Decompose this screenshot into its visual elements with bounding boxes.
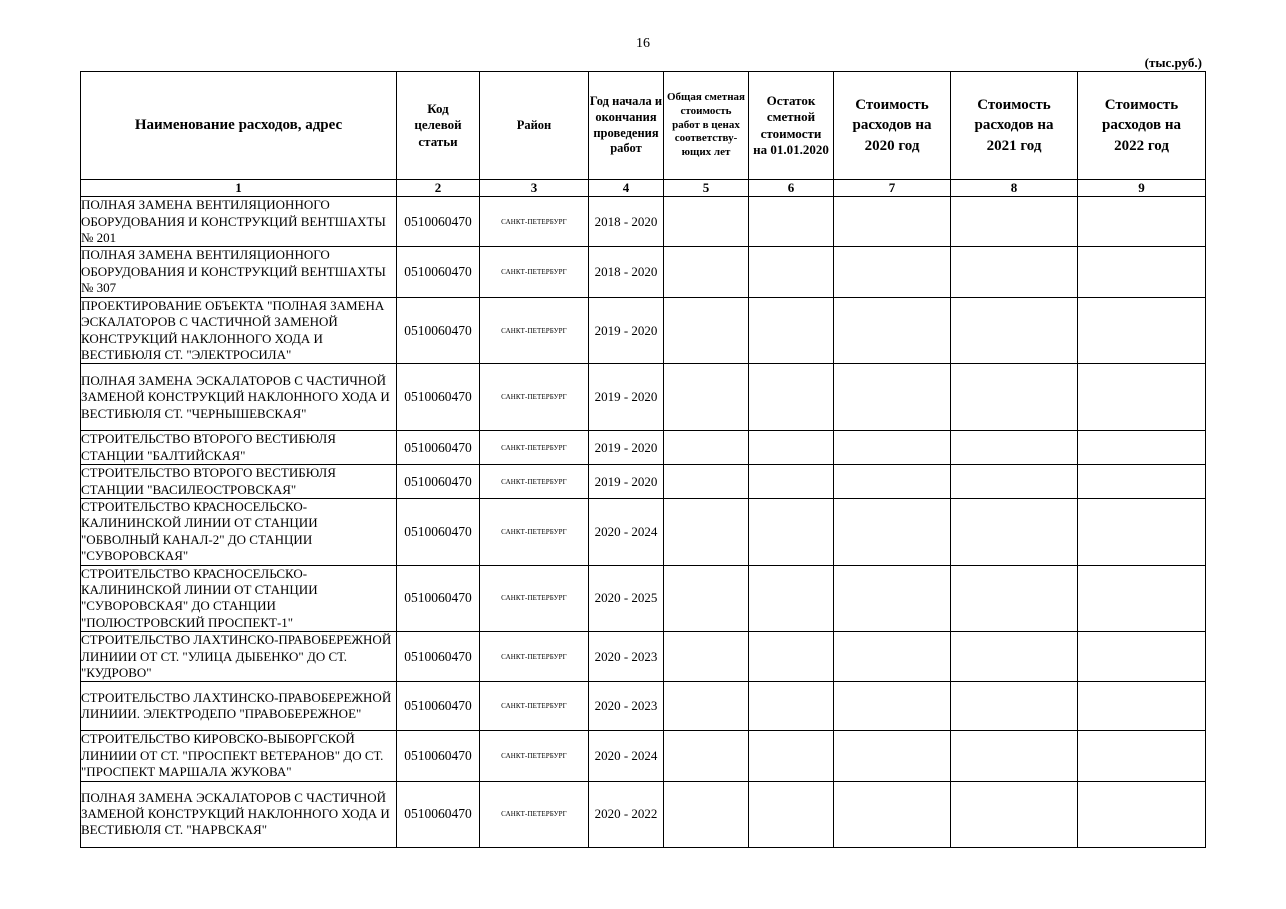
page-number: 16 <box>636 36 650 51</box>
row-cost-2021 <box>951 632 1078 682</box>
row-cost-2022 <box>1078 431 1206 465</box>
row-remaining-cost <box>749 731 834 781</box>
row-remaining-cost <box>749 465 834 499</box>
table-row <box>81 465 1206 499</box>
row-cost-2022 <box>1078 498 1206 565</box>
row-code: 0510060470 <box>397 297 480 364</box>
table-row <box>81 364 1206 431</box>
column-number: 4 <box>589 180 664 197</box>
row-years: 2020 - 2024 <box>589 731 664 781</box>
row-cost-2020 <box>834 197 951 247</box>
header-cost-2021: Стоимость расходов на 2021 год <box>951 72 1078 180</box>
row-cost-2020 <box>834 781 951 847</box>
row-remaining-cost <box>749 682 834 731</box>
row-district: САНКТ-ПЕТЕРБУРГ <box>480 682 589 731</box>
row-code: 0510060470 <box>397 632 480 682</box>
row-years: 2019 - 2020 <box>589 465 664 499</box>
row-name: СТРОИТЕЛЬСТВО КИРОВСКО-ВЫБОРГСКОЙ ЛИНИИИ ОТ СТ. "ПРОСПЕКТ ВЕТЕРАНОВ" ДО СТ. "ПРОСПЕКТ МАРШАЛА ЖУКОВА" <box>81 731 397 781</box>
row-remaining-cost <box>749 565 834 632</box>
row-name: СТРОИТЕЛЬСТВО ЛАХТИНСКО-ПРАВОБЕРЕЖНОЙ ЛИНИИИ ОТ СТ. "УЛИЦА ДЫБЕНКО" ДО СТ. "КУДРОВО" <box>81 632 397 682</box>
column-number: 8 <box>951 180 1078 197</box>
row-remaining-cost <box>749 781 834 847</box>
row-name: ПОЛНАЯ ЗАМЕНА ЭСКАЛАТОРОВ С ЧАСТИЧНОЙ ЗАМЕНОЙ КОНСТРУКЦИЙ НАКЛОННОГО ХОДА И ВЕСТИБЮЛЯ СТ. "ЧЕРНЫШЕВСКАЯ" <box>81 364 397 431</box>
header-cost-2020: Стоимость расходов на 2020 год <box>834 72 951 180</box>
row-years: 2018 - 2020 <box>589 247 664 297</box>
row-cost-2022 <box>1078 465 1206 499</box>
row-total-cost <box>664 781 749 847</box>
row-remaining-cost <box>749 431 834 465</box>
row-name: ПРОЕКТИРОВАНИЕ ОБЪЕКТА "ПОЛНАЯ ЗАМЕНА ЭСКАЛАТОРОВ С ЧАСТИЧНОЙ ЗАМЕНОЙ КОНСТРУКЦИЙ НАКЛОННОГО ХОДА И ВЕСТИБЮЛЯ СТ. "ЭЛЕКТРОСИЛА" <box>81 297 397 364</box>
row-cost-2021 <box>951 431 1078 465</box>
row-district: САНКТ-ПЕТЕРБУРГ <box>480 247 589 297</box>
row-cost-2021 <box>951 364 1078 431</box>
column-number: 5 <box>664 180 749 197</box>
row-code: 0510060470 <box>397 565 480 632</box>
column-numbers-row <box>81 180 1206 197</box>
row-district: САНКТ-ПЕТЕРБУРГ <box>480 498 589 565</box>
row-cost-2020 <box>834 565 951 632</box>
row-remaining-cost <box>749 632 834 682</box>
column-number: 7 <box>834 180 951 197</box>
row-years: 2019 - 2020 <box>589 297 664 364</box>
row-remaining-cost <box>749 364 834 431</box>
row-code: 0510060470 <box>397 498 480 565</box>
row-code: 0510060470 <box>397 431 480 465</box>
column-number: 9 <box>1078 180 1206 197</box>
table-body <box>81 197 1206 847</box>
column-number: 1 <box>81 180 397 197</box>
row-cost-2021 <box>951 498 1078 565</box>
row-cost-2020 <box>834 247 951 297</box>
header-row <box>81 72 1206 180</box>
row-cost-2022 <box>1078 297 1206 364</box>
row-years: 2020 - 2022 <box>589 781 664 847</box>
row-district: САНКТ-ПЕТЕРБУРГ <box>480 431 589 465</box>
row-district: САНКТ-ПЕТЕРБУРГ <box>480 781 589 847</box>
row-remaining-cost <box>749 498 834 565</box>
row-cost-2022 <box>1078 247 1206 297</box>
table-row <box>81 731 1206 781</box>
header-cost-2022: Стоимость расходов на 2022 год <box>1078 72 1206 180</box>
row-total-cost <box>664 682 749 731</box>
row-district: САНКТ-ПЕТЕРБУРГ <box>480 632 589 682</box>
row-cost-2020 <box>834 731 951 781</box>
row-name: СТРОИТЕЛЬСТВО КРАСНОСЕЛЬСКО-КАЛИНИНСКОЙ ЛИНИИ ОТ СТАНЦИИ "СУВОРОВСКАЯ" ДО СТАНЦИИ "ПОЛЮСТРОВСКИЙ ПРОСПЕКТ-1" <box>81 565 397 632</box>
units-label: (тыс.руб.) <box>1144 55 1202 70</box>
row-cost-2021 <box>951 247 1078 297</box>
row-total-cost <box>664 197 749 247</box>
row-name: СТРОИТЕЛЬСТВО ВТОРОГО ВЕСТИБЮЛЯ СТАНЦИИ "ВАСИЛЕОСТРОВСКАЯ" <box>81 465 397 499</box>
row-cost-2022 <box>1078 731 1206 781</box>
row-name: ПОЛНАЯ ЗАМЕНА ВЕНТИЛЯЦИОННОГО ОБОРУДОВАНИЯ И КОНСТРУКЦИЙ ВЕНТШАХТЫ № 201 <box>81 197 397 247</box>
column-number: 6 <box>749 180 834 197</box>
row-cost-2022 <box>1078 364 1206 431</box>
row-total-cost <box>664 247 749 297</box>
row-cost-2022 <box>1078 781 1206 847</box>
row-cost-2022 <box>1078 565 1206 632</box>
row-code: 0510060470 <box>397 781 480 847</box>
row-remaining-cost <box>749 197 834 247</box>
row-years: 2019 - 2020 <box>589 431 664 465</box>
row-cost-2020 <box>834 632 951 682</box>
row-district: САНКТ-ПЕТЕРБУРГ <box>480 565 589 632</box>
table-row <box>81 632 1206 682</box>
row-cost-2021 <box>951 682 1078 731</box>
row-code: 0510060470 <box>397 682 480 731</box>
table-row <box>81 197 1206 247</box>
row-name: ПОЛНАЯ ЗАМЕНА ВЕНТИЛЯЦИОННОГО ОБОРУДОВАНИЯ И КОНСТРУКЦИЙ ВЕНТШАХТЫ № 307 <box>81 247 397 297</box>
column-number: 3 <box>480 180 589 197</box>
row-total-cost <box>664 297 749 364</box>
row-years: 2018 - 2020 <box>589 197 664 247</box>
row-total-cost <box>664 364 749 431</box>
row-remaining-cost <box>749 297 834 364</box>
table-row <box>81 565 1206 632</box>
row-years: 2020 - 2023 <box>589 632 664 682</box>
row-cost-2022 <box>1078 682 1206 731</box>
row-total-cost <box>664 632 749 682</box>
header-total-cost: Общая сметная стоимость работ в ценах соответству-ющих лет <box>664 72 749 180</box>
row-cost-2022 <box>1078 632 1206 682</box>
row-district: САНКТ-ПЕТЕРБУРГ <box>480 197 589 247</box>
row-code: 0510060470 <box>397 465 480 499</box>
row-cost-2021 <box>951 565 1078 632</box>
table-row <box>81 781 1206 847</box>
row-code: 0510060470 <box>397 731 480 781</box>
header-code: Код целевой статьи <box>397 72 480 180</box>
row-years: 2020 - 2024 <box>589 498 664 565</box>
table-row <box>81 682 1206 731</box>
row-code: 0510060470 <box>397 247 480 297</box>
row-cost-2022 <box>1078 197 1206 247</box>
expenses-table <box>80 71 1206 848</box>
row-name: ПОЛНАЯ ЗАМЕНА ЭСКАЛАТОРОВ С ЧАСТИЧНОЙ ЗАМЕНОЙ КОНСТРУКЦИЙ НАКЛОННОГО ХОДА И ВЕСТИБЮЛЯ СТ. "НАРВСКАЯ" <box>81 781 397 847</box>
row-cost-2020 <box>834 682 951 731</box>
table-row <box>81 498 1206 565</box>
row-code: 0510060470 <box>397 364 480 431</box>
row-name: СТРОИТЕЛЬСТВО КРАСНОСЕЛЬСКО-КАЛИНИНСКОЙ ЛИНИИ ОТ СТАНЦИИ "ОБВОЛНЫЙ КАНАЛ-2" ДО СТАНЦИИ "СУВОРОВСКАЯ" <box>81 498 397 565</box>
row-name: СТРОИТЕЛЬСТВО ЛАХТИНСКО-ПРАВОБЕРЕЖНОЙ ЛИНИИИ. ЭЛЕКТРОДЕПО "ПРАВОБЕРЕЖНОЕ" <box>81 682 397 731</box>
row-years: 2019 - 2020 <box>589 364 664 431</box>
row-cost-2021 <box>951 731 1078 781</box>
header-district: Район <box>480 72 589 180</box>
row-district: САНКТ-ПЕТЕРБУРГ <box>480 731 589 781</box>
row-cost-2020 <box>834 431 951 465</box>
row-district: САНКТ-ПЕТЕРБУРГ <box>480 465 589 499</box>
row-cost-2020 <box>834 364 951 431</box>
row-total-cost <box>664 565 749 632</box>
row-total-cost <box>664 731 749 781</box>
row-cost-2021 <box>951 197 1078 247</box>
row-district: САНКТ-ПЕТЕРБУРГ <box>480 297 589 364</box>
row-total-cost <box>664 465 749 499</box>
table-row <box>81 431 1206 465</box>
header-name: Наименование расходов, адрес <box>81 72 397 180</box>
row-code: 0510060470 <box>397 197 480 247</box>
row-cost-2021 <box>951 465 1078 499</box>
row-years: 2020 - 2023 <box>589 682 664 731</box>
row-name: СТРОИТЕЛЬСТВО ВТОРОГО ВЕСТИБЮЛЯ СТАНЦИИ "БАЛТИЙСКАЯ" <box>81 431 397 465</box>
table-row <box>81 297 1206 364</box>
header-years: Год начала и окончания проведения работ <box>589 72 664 180</box>
row-remaining-cost <box>749 247 834 297</box>
column-number: 2 <box>397 180 480 197</box>
row-cost-2020 <box>834 297 951 364</box>
row-total-cost <box>664 431 749 465</box>
row-cost-2020 <box>834 498 951 565</box>
row-total-cost <box>664 498 749 565</box>
row-cost-2021 <box>951 297 1078 364</box>
row-cost-2020 <box>834 465 951 499</box>
row-years: 2020 - 2025 <box>589 565 664 632</box>
table-row <box>81 247 1206 297</box>
row-cost-2021 <box>951 781 1078 847</box>
row-district: САНКТ-ПЕТЕРБУРГ <box>480 364 589 431</box>
header-remaining-cost: Остаток сметной стоимости на 01.01.2020 <box>749 72 834 180</box>
